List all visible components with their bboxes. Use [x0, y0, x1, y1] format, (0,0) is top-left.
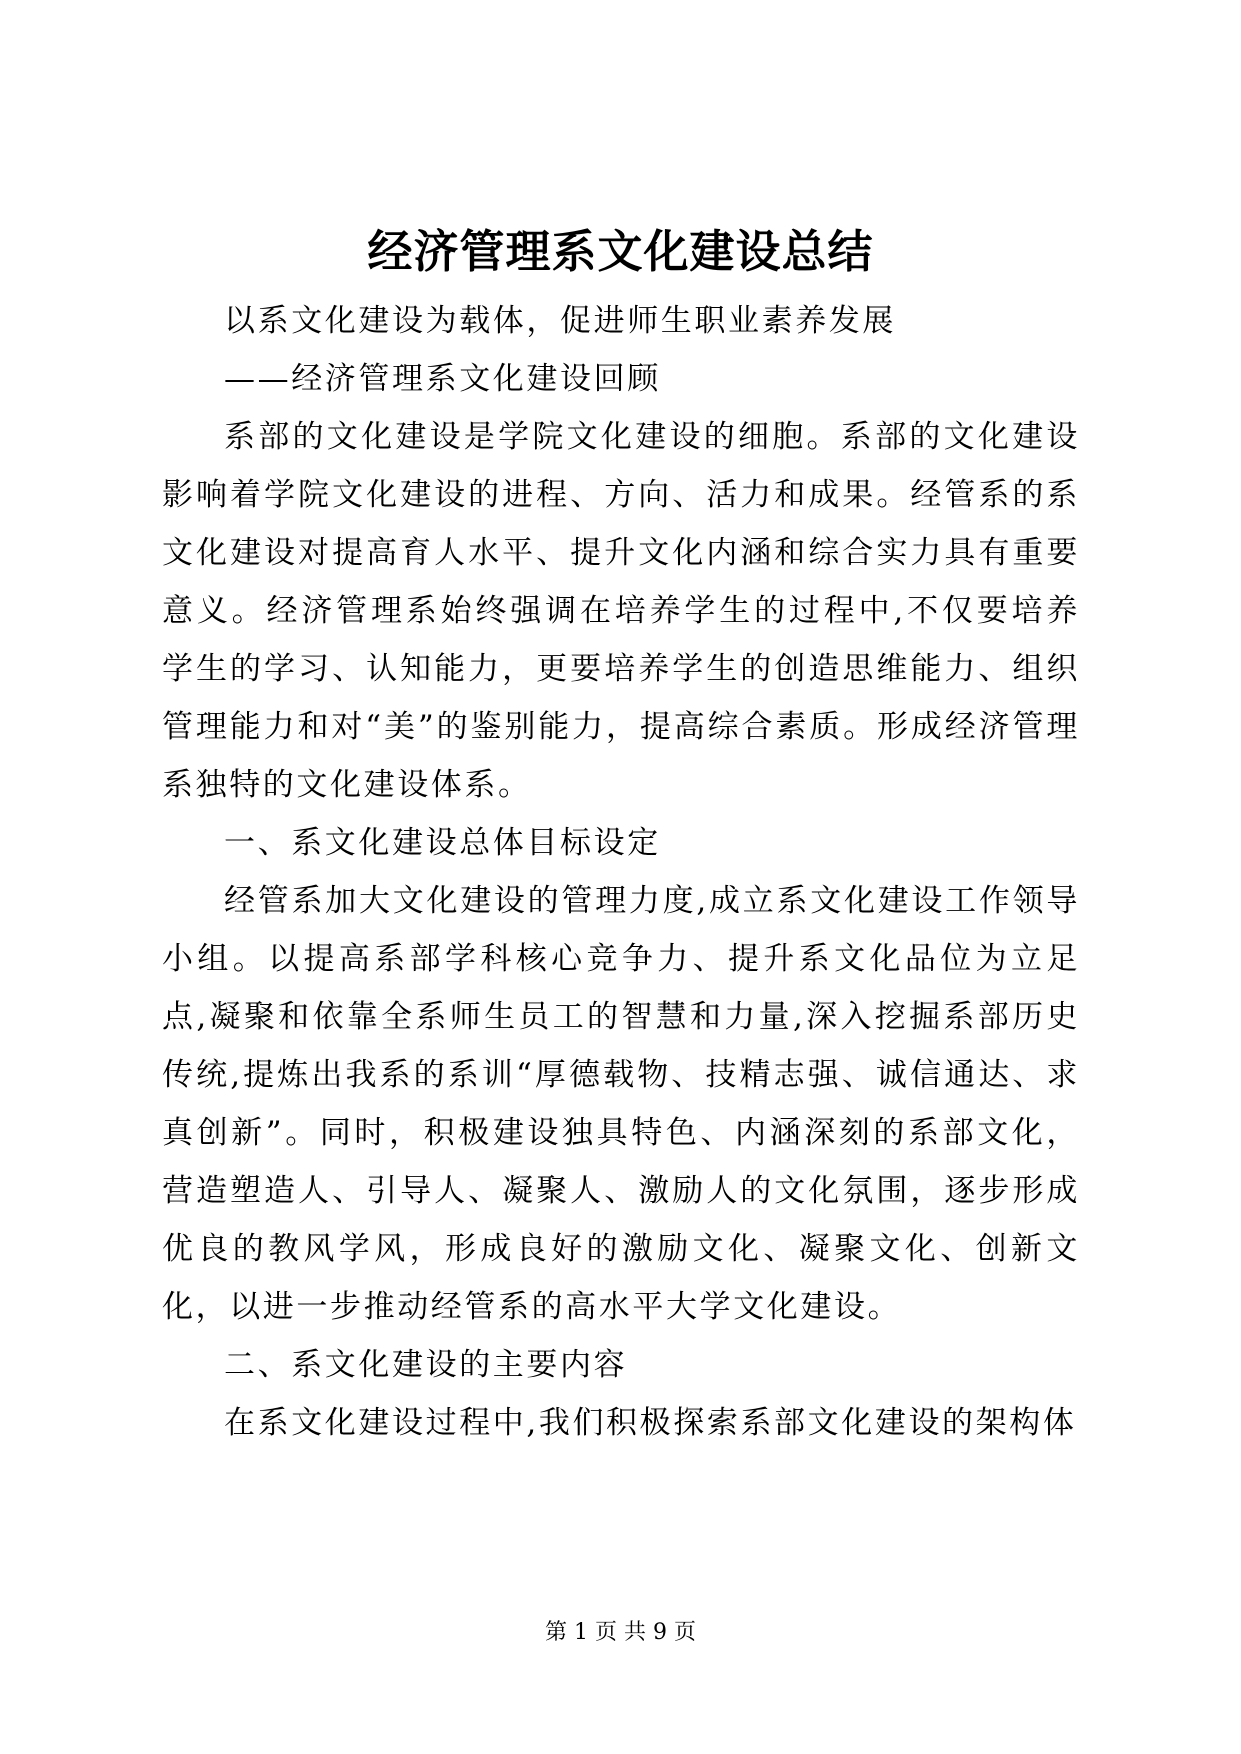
section-heading-1: 一、系文化建设总体目标设定 [224, 825, 661, 861]
subtitle: 以系文化建设为载体，促进师生职业素养发展 [224, 303, 896, 339]
section-heading-2: 二、系文化建设的主要内容 [224, 1347, 628, 1383]
document-body [162, 292, 1080, 1452]
paragraph-intro: 系部的文化建设是学院文化建设的细胞。系部的文化建设影响着学院文化建设的进程、方向、活力和成果。经管系的系文化建设对提高育人水平、提升文化内涵和综合实力具有重要意义。经济管理系始终强调在培养学生的过程中,不仅要培养学生的学习、认知能力，更要培养学生的创造思维能力、组织管理能力和对“美”的鉴别能力，提高综合素质。形成经济管理系独特的文化建设体系。 [162, 419, 1080, 803]
paragraph-section-1: 经管系加大文化建设的管理力度,成立系文化建设工作领导小组。以提高系部学科核心竞争力、提升系文化品位为立足点,凝聚和依靠全系师生员工的智慧和力量,深入挖掘系部历史传统,提炼出我系的系训“厚德载物、技精志强、诚信通达、求真创新”。同时，积极建设独具特色、内涵深刻的系部文化，营造塑造人、引导人、凝聚人、激励人的文化氛围，逐步形成优良的教风学风，形成良好的激励文化、凝聚文化、创新文化，以进一步推动经管系的高水平大学文化建设。 [162, 883, 1080, 1325]
page-footer: 第 1 页 共 9 页 [545, 1620, 696, 1645]
document-title: 经济管理系文化建设总结 [367, 225, 874, 278]
paragraph-section-2: 在系文化建设过程中,我们积极探索系部文化建设的架构体 [224, 1405, 1077, 1441]
subtitle-secondary: ——经济管理系文化建设回顾 [224, 361, 661, 397]
